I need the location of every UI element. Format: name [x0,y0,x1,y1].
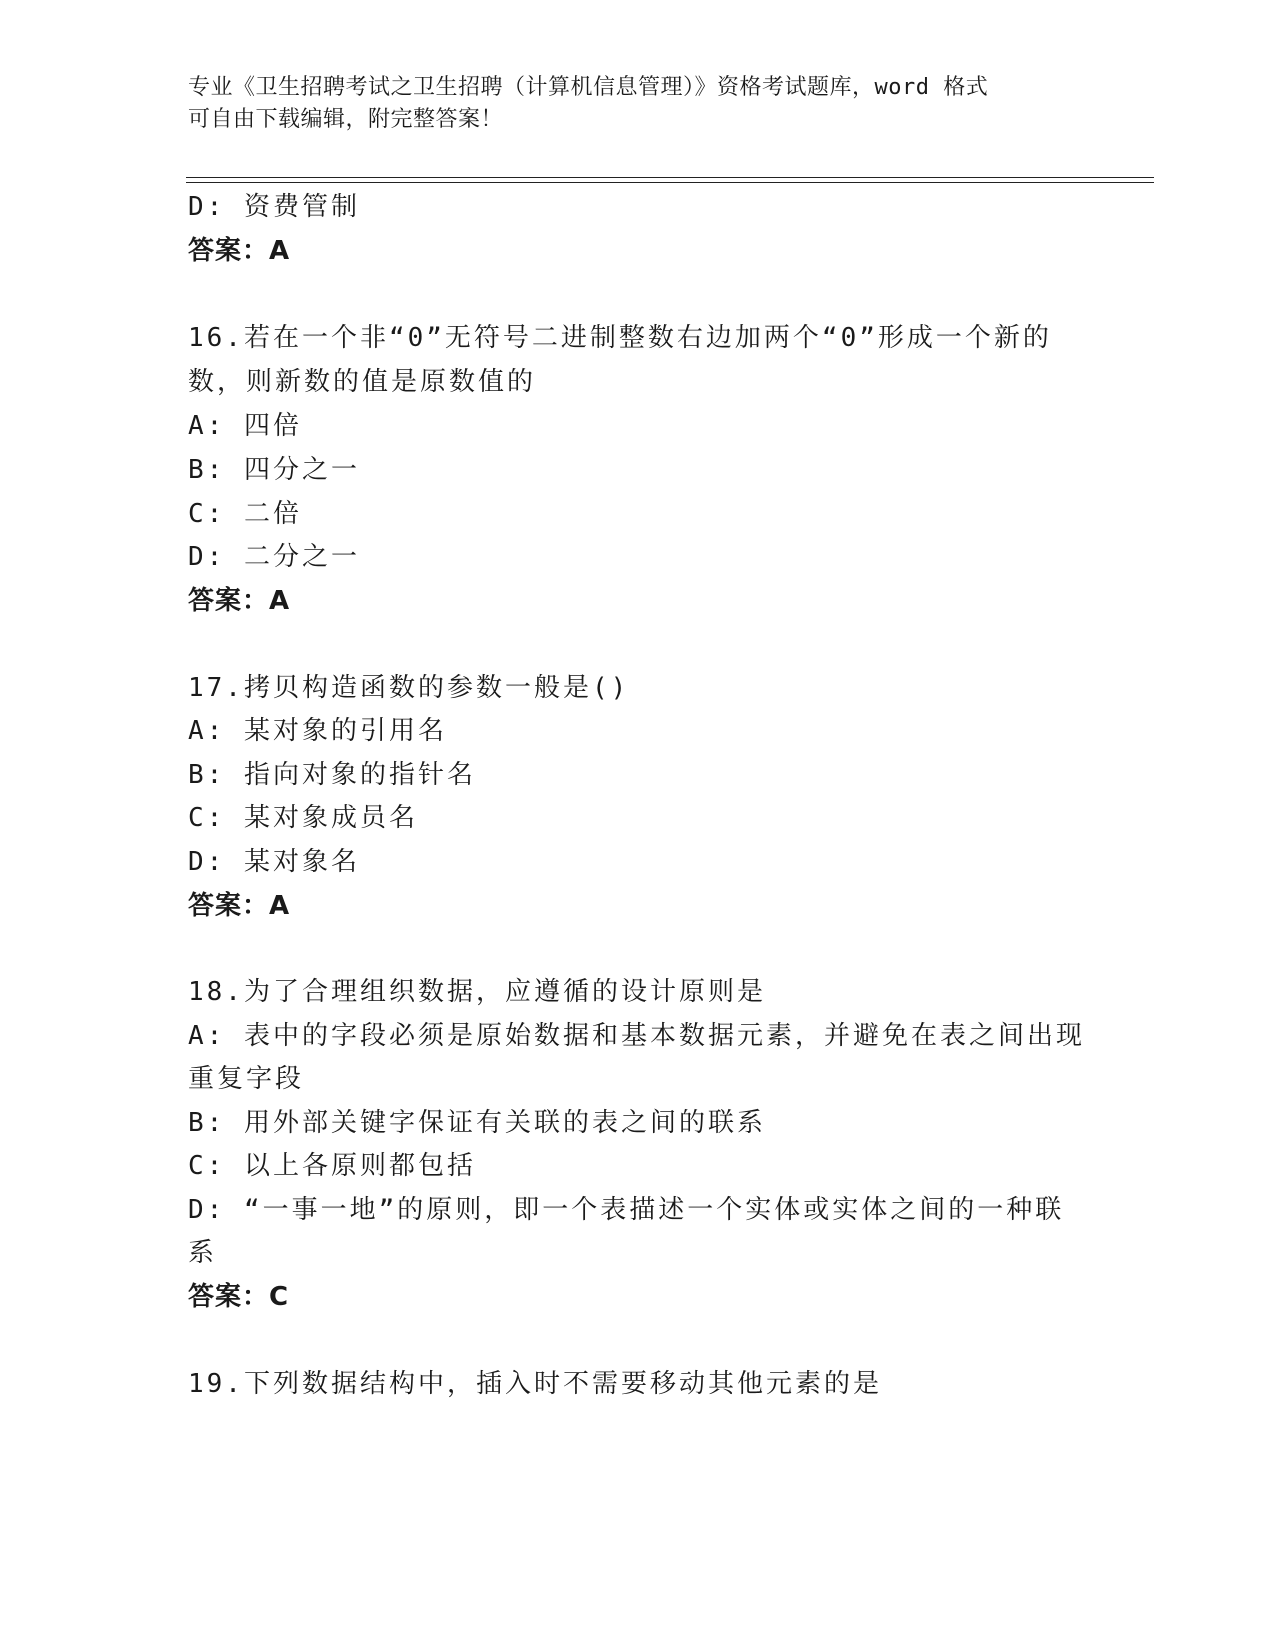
header-line-2: 可自由下载编辑，附完整答案！ [188,107,504,132]
q18-option-d-line-1: D: “一事一地”的原则，即一个表描述一个实体或实体之间的一种联 [188,1195,1065,1225]
prev-answer: 答案：A [188,236,291,266]
q16-stem-line-1: 16.若在一个非“0”无符号二进制整数右边加两个“0”形成一个新的 [188,323,1052,353]
q17-option-d: D: 某对象名 [188,847,360,877]
q16-stem-line-2: 数，则新数的值是原数值的 [188,367,537,397]
header-divider-top [186,177,1154,178]
q16-option-b: B: 四分之一 [188,455,360,485]
q18-option-a-line-2: 重复字段 [188,1064,305,1094]
q18-option-d-line-2: 系 [188,1238,218,1268]
q17-answer: 答案：A [188,891,291,921]
document-header [188,72,1068,136]
q16-option-d: D: 二分之一 [188,542,360,572]
header-divider-bottom [186,182,1154,183]
q18-stem: 18.为了合理组织数据，应遵循的设计原则是 [188,977,766,1007]
q18-option-a-line-1: A: 表中的字段必须是原始数据和基本数据元素，并避免在表之间出现 [188,1021,1085,1051]
q17-option-a: A: 某对象的引用名 [188,716,447,746]
q18-answer: 答案：C [188,1282,290,1312]
q17-option-b: B: 指向对象的指针名 [188,760,476,790]
q17-stem: 17.拷贝构造函数的参数一般是() [188,673,630,703]
prev-option-d: D: 资费管制 [188,192,360,222]
header-line-1: 专业《卫生招聘考试之卫生招聘（计算机信息管理）》资格考试题库，word 格式 [188,75,989,100]
q16-answer: 答案：A [188,586,291,616]
q17-option-c: C: 某对象成员名 [188,803,418,833]
q16-option-a: A: 四倍 [188,411,302,441]
q18-option-c: C: 以上各原则都包括 [188,1151,476,1181]
q19-stem: 19.下列数据结构中，插入时不需要移动其他元素的是 [188,1369,882,1399]
q18-option-b: B: 用外部关键字保证有关联的表之间的联系 [188,1108,766,1138]
q16-option-c: C: 二倍 [188,499,302,529]
